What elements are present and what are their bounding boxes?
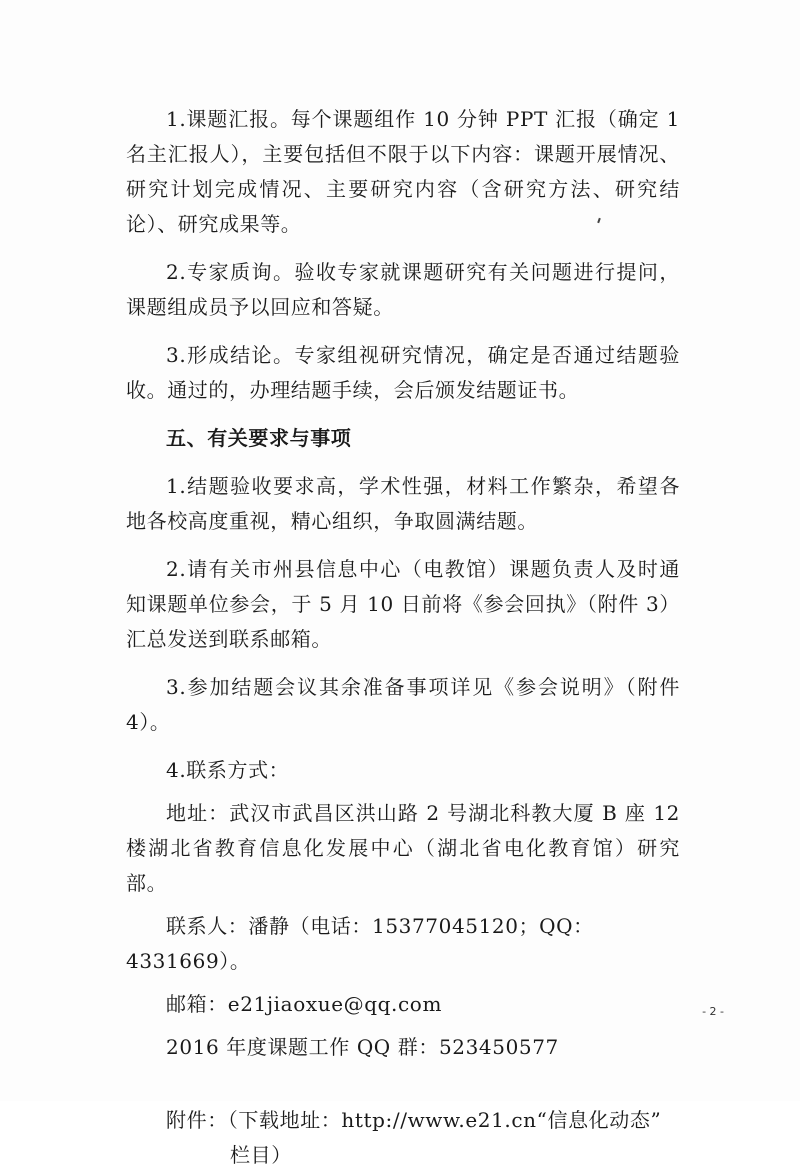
contact-email: 邮箱：e21jiaoxue@qq.com	[166, 992, 443, 1016]
contact-address: 地址：武汉市武昌区洪山路 2 号湖北科教大厦 B 座 12 楼湖北省教育信息化发展中心（湖北省电化教育馆）研究部。	[126, 801, 680, 895]
document-body	[126, 102, 680, 1173]
section-5-item-2: 2.请有关市州县信息中心（电教馆）课题负责人及时通知课题单位参会，于 5 月 10 日前将《参会回执》（附件 3）汇总发送到联系邮箱。	[126, 557, 680, 651]
spacer	[126, 1073, 680, 1103]
contact-qq-group: 2016 年度课题工作 QQ 群：523450577	[166, 1035, 559, 1059]
section-5-item-1: 1.结题验收要求高，学术性强，材料工作繁杂，希望各地各校高度重视，精心组织，争取圆满结题。	[126, 474, 680, 533]
section-4-item-3: 3.形成结论。专家组视研究情况，确定是否通过结题验收。通过的，办理结题手续，会后颁发结题证书。	[126, 343, 680, 402]
section-4-item-1: 1.课题汇报。每个课题组作 10 分钟 PPT 汇报（确定 1 名主汇报人），主要包括但不限于以下内容：课题开展情况、研究计划完成情况、主要研究内容（含研究方法、研究结论）、研究成果等。	[126, 107, 680, 236]
contact-person: 联系人：潘静（电话：15377045120；QQ：4331669）。	[126, 914, 594, 973]
section-4-item-2: 2.专家质询。验收专家就课题研究有关问题进行提问，课题组成员予以回应和答疑。	[126, 260, 680, 319]
attachment-line-2: 栏目）	[230, 1143, 292, 1167]
section-5-item-4: 4.联系方式：	[166, 758, 290, 782]
page-number: - 2 -	[702, 1005, 724, 1018]
section-5-heading: 五、有关要求与事项	[166, 426, 352, 450]
attachment-line-1: 附件：（下载地址：http://www.e21.cn“信息化动态”	[166, 1108, 662, 1132]
section-5-item-3: 3.参加结题会议其余准备事项详见《参会说明》（附件 4）。	[126, 675, 680, 734]
